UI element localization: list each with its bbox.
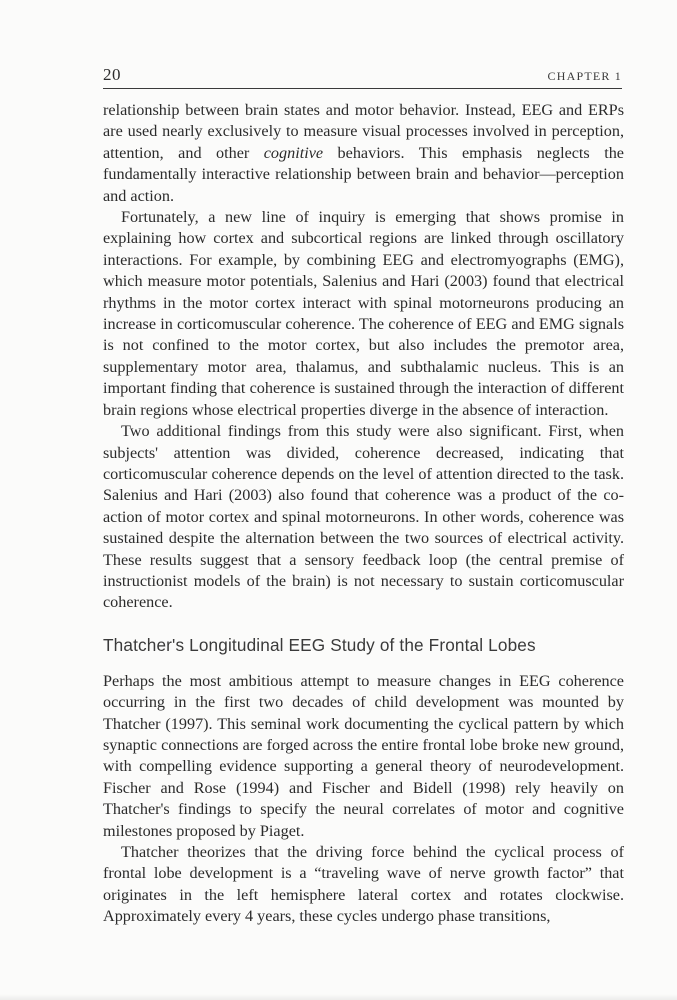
page-number: 20 xyxy=(103,65,121,84)
paragraph-additional-findings: Two additional findings from this study were also significant. First, when subjects' attention was divided, coherence decreased, indicating that corticomuscular coherence depends on the level of attention directed to the task. Salenius and Hari (2003) also found that coherence was a product of the co-action of motor cortex and spinal motorneurons. In other words, coherence was sustained despite the alternation between the two sources of electrical activity. These results suggest that a sensory feedback loop (the central premise of instructionist models of the brain) is not necessary to sustain corticomuscular coherence. xyxy=(103,422,624,612)
running-header xyxy=(103,66,622,89)
page-bottom-edge xyxy=(0,994,677,1000)
paragraph-corticomuscular-coherence: Fortunately, a new line of inquiry is emerging that shows promise in explaining how cortex and subcortical regions are linked through oscillatory interactions. For example, by combining EEG and electromyographs (EMG), which measure motor potentials, Salenius and Hari (2003) found that electrical rhythms in the motor cortex interact with spinal motorneurons producing an increase in corticomuscular coherence. The coherence of EEG and EMG signals is not confined to the motor cortex, but also includes the premotor area, supplementary motor area, thalamus, and subthalamic nucleus. This is an important finding that coherence is sustained through the interaction of different brain regions whose electrical properties diverge in the absence of interaction. xyxy=(103,208,624,419)
paragraph-text-after-emphasis: behaviors. This emphasis neglects the fundamentally interactive relationship between brain and behavior—perception and action. xyxy=(103,143,624,205)
chapter-label: CHAPTER 1 xyxy=(547,69,622,83)
emphasized-word: cognitive xyxy=(263,143,324,162)
paragraph-traveling-wave: Thatcher theorizes that the driving force behind the cyclical process of frontal lobe development is a “traveling wave of nerve growth factor” that originates in the left hemisphere lateral cortex and rotates clockwise. Approximately every 4 years, these cycles undergo phase transitions, xyxy=(103,843,624,926)
body-text xyxy=(103,100,624,928)
section-heading: Thatcher's Longitudinal EEG Study of the Frontal Lobes xyxy=(103,634,536,655)
paragraph-continued xyxy=(103,100,624,207)
paragraph-thatcher-study: Perhaps the most ambitious attempt to measure changes in EEG coherence occurring in the first two decades of child development was mounted by Thatcher (1997). This seminal work documenting the cyclical pattern by which synaptic connections are forged across the entire frontal lobe broke new ground, with compelling evidence supporting a general theory of neurodevelopment. Fischer and Rose (1994) and Fischer and Bidell (1998) rely heavily on Thatcher's findings to specify the neural correlates of motor and cognitive milestones proposed by Piaget. xyxy=(103,671,624,840)
paragraph-text-before-emphasis: relationship between brain states and motor behavior. Instead, EEG and ERPs are used nearly exclusively to measure visual processes involved in perception, attention, and other xyxy=(103,101,624,162)
